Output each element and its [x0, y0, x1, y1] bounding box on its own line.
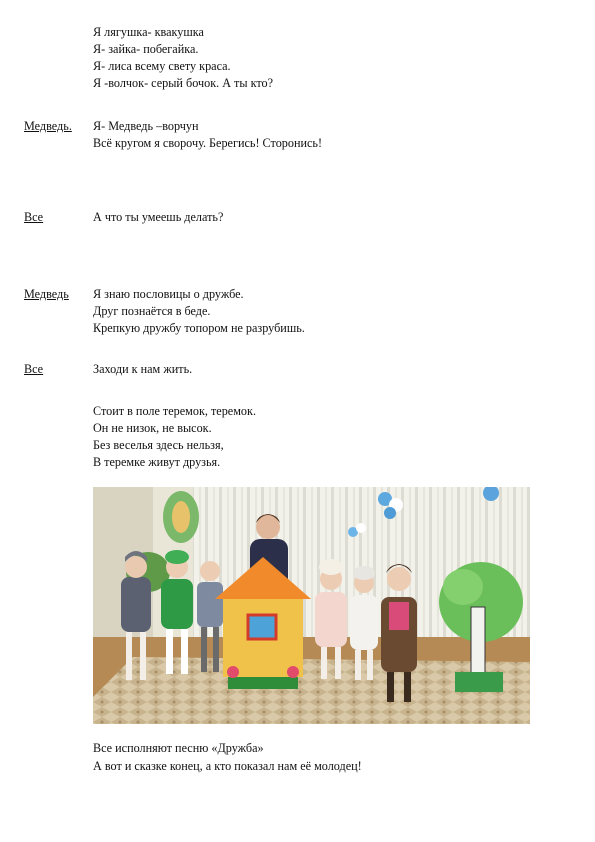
closing-line-2: А вот и сказке конец, а кто показал нам её молодец! — [93, 759, 362, 773]
closing-line-1: Все исполняют песню «Дружба» — [93, 741, 264, 755]
speaker-all-1: Все — [24, 210, 44, 224]
intro-line-1: Я лягушка- квакушка — [93, 25, 204, 39]
bear1-line-2: Всё кругом я сворочу. Берегись! Сторонись! — [93, 136, 323, 150]
all2-line-1: Заходи к нам жить. — [93, 362, 193, 376]
bear2-line-1: Я знаю пословицы о дружбе. — [93, 287, 244, 301]
speaker-bear-1: Медведь. — [24, 119, 72, 133]
intro-line-4: Я -волчок- серый бочок. А ты кто? — [93, 76, 274, 90]
intro-line-2: Я- зайка- побегайка. — [93, 42, 199, 56]
intro-line-3: Я- лиса всему свету краса. — [93, 59, 231, 73]
speaker-all-2: Все — [24, 362, 44, 376]
bear2-line-2: Друг познаётся в беде. — [93, 304, 211, 318]
bear1-line-1: Я- Медведь –ворчун — [93, 119, 199, 133]
verse-line-4: В теремке живут друзья. — [93, 455, 221, 469]
bear2-line-3: Крепкую дружбу топором не разрубишь. — [93, 321, 305, 335]
all1-line-1: А что ты умеешь делать? — [93, 210, 224, 224]
verse-line-2: Он не низок, не высок. — [93, 421, 212, 435]
verse-line-1: Стоит в поле теремок, теремок. — [93, 404, 256, 418]
performance-photo — [93, 487, 530, 724]
speaker-bear-2: Медведь — [24, 287, 69, 301]
verse-line-3: Без веселья здесь нельзя, — [93, 438, 224, 452]
